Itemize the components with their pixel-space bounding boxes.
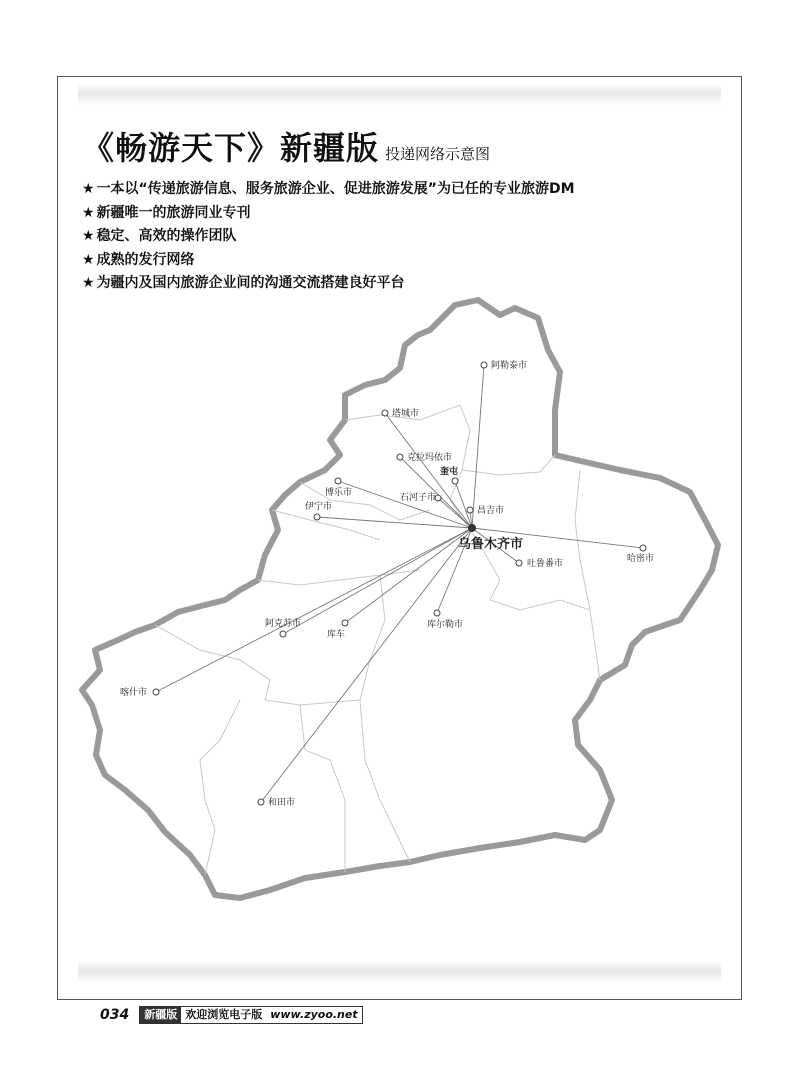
label-tacheng: 塔城市	[392, 409, 420, 419]
star-icon: ★	[82, 228, 95, 244]
city-marker	[335, 478, 341, 484]
star-icon: ★	[82, 204, 95, 221]
label-altay: 阿勒泰市	[491, 361, 528, 371]
city-marker	[467, 507, 473, 513]
hub-marker	[468, 524, 476, 532]
label-yining: 伊宁市	[305, 502, 333, 512]
star-icon: ★	[82, 275, 95, 291]
city-marker	[434, 610, 440, 616]
label-kuqa: 库车	[327, 630, 346, 640]
feature-item: ★ 一本以“传递旅游信息、服务旅游企业、促进旅游发展”为已任的专业旅游DM	[82, 181, 575, 197]
feature-item: ★ 成熟的发行网络	[82, 251, 195, 268]
city-marker	[153, 689, 159, 695]
city-marker	[516, 560, 522, 566]
city-marker	[382, 410, 388, 416]
label-changji: 昌吉市	[477, 506, 505, 516]
footer-banner	[139, 1006, 362, 1024]
label-kuitun: 奎屯	[440, 467, 459, 477]
star-icon: ★	[82, 251, 95, 268]
city-marker	[314, 514, 320, 520]
label-korla: 库尔勒市	[427, 620, 464, 630]
page-subtitle: 投递网络示意图	[385, 144, 491, 163]
feature-item: ★ 为疆内及国内旅游企业间的沟通交流搭建良好平台	[82, 275, 405, 291]
label-hotan: 和田市	[268, 798, 296, 808]
footer-url[interactable]: www.zyoo.net	[270, 1008, 358, 1021]
footer-text: 欢迎浏览电子版	[185, 1008, 263, 1021]
city-marker	[640, 545, 646, 551]
feature-item: ★ 新疆唯一的旅游同业专刊	[82, 204, 251, 221]
city-marker	[397, 454, 403, 460]
label-kashgar: 喀什市	[120, 688, 148, 698]
page-title: 《畅游天下》新疆版	[82, 129, 380, 167]
city-marker	[280, 631, 286, 637]
label-hami: 哈密市	[627, 554, 655, 564]
label-bole: 博乐市	[325, 488, 353, 498]
city-marker	[342, 620, 348, 626]
star-icon: ★	[82, 181, 95, 197]
region-outline	[82, 300, 718, 898]
label-hub: 乌鲁木齐市	[458, 537, 524, 552]
city-marker	[452, 478, 458, 484]
footer-edition: 新疆版	[140, 1007, 181, 1023]
label-turpan: 吐鲁番市	[527, 559, 564, 569]
label-aksu: 阿克苏市	[265, 619, 302, 629]
city-marker	[481, 362, 487, 368]
feature-item: ★ 稳定、高效的操作团队	[82, 228, 237, 244]
city-marker	[258, 799, 264, 805]
page-footer	[100, 1006, 363, 1024]
page-number: 034	[100, 1007, 130, 1023]
label-karamay: 克拉玛依市	[407, 453, 453, 463]
label-shihezi: 石河子市	[400, 493, 437, 503]
